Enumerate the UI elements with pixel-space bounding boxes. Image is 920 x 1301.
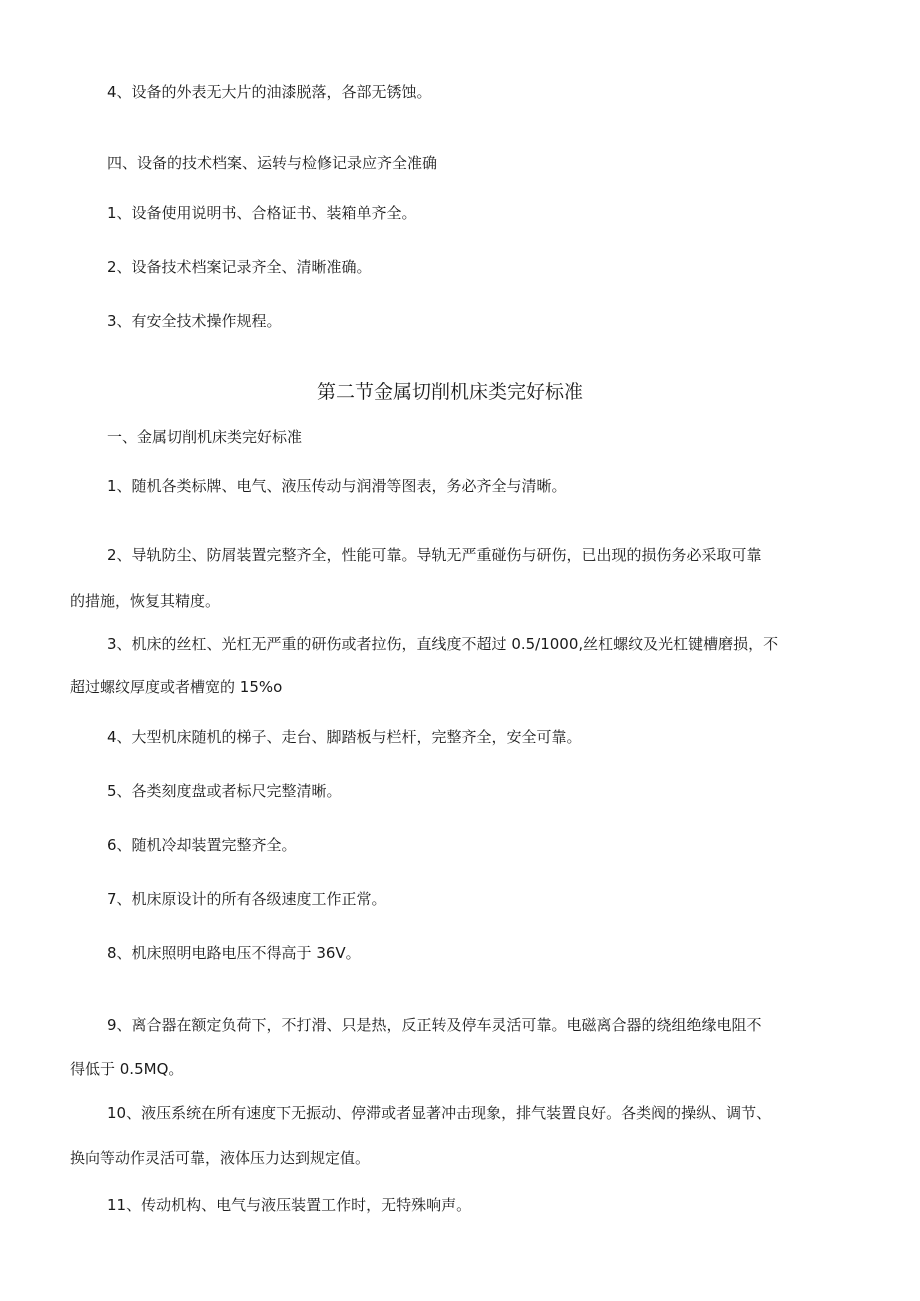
section-title: 第二节金属切削机床类完好标准	[317, 381, 584, 403]
item-2-technical-records: 2、设备技术档案记录齐全、清晰准确。	[107, 258, 372, 276]
item-8-lighting-voltage: 8、机床照明电路电压不得高于 36V。	[107, 944, 361, 962]
item-10-hydraulic-line2: 换向等动作灵活可靠，液体压力达到规定值。	[70, 1149, 371, 1167]
item-3-leadscrew-line2: 超过螺纹厚度或者槽宽的 15%o	[70, 678, 283, 696]
item-3-safety-procedures: 3、有安全技术操作规程。	[107, 312, 282, 330]
item-11-noise: 11、传动机构、电气与液压装置工作时，无特殊响声。	[107, 1196, 472, 1214]
item-7-speeds: 7、机床原设计的所有各级速度工作正常。	[107, 890, 387, 908]
item-5-dials-scales: 5、各类刻度盘或者标尺完整清晰。	[107, 782, 342, 800]
item-3-leadscrew-line1: 3、机床的丝杠、光杠无严重的研伤或者拉伤，直线度不超过 0.5/1000,丝杠螺纹及光杠键槽磨损，不	[107, 635, 779, 653]
item-9-clutch-line1: 9、离合器在额定负荷下，不打滑、只是热，反正转及停车灵活可靠。电磁离合器的绕组绝缘电阻不	[107, 1016, 762, 1034]
item-2-guideway-line1: 2、导轨防尘、防屑装置完整齐全，性能可靠。导轨无严重碰伤与研伤，已出现的损伤务必采取可靠	[107, 546, 762, 564]
item-4-ladders-platforms: 4、大型机床随机的梯子、走台、脚踏板与栏杆，完整齐全，安全可靠。	[107, 728, 582, 746]
item-10-hydraulic-line1: 10、液压系统在所有速度下无振动、停滞或者显著冲击现象，排气装置良好。各类阀的操纵、调节、	[107, 1104, 772, 1122]
item-4-surface-paint: 4、设备的外表无大片的油漆脱落，各部无锈蚀。	[107, 83, 432, 101]
item-9-clutch-line2: 得低于 0.5MQ。	[70, 1060, 184, 1078]
item-6-cooling-device: 6、随机冷却装置完整齐全。	[107, 836, 297, 854]
item-2-guideway-line2: 的措施，恢复其精度。	[70, 592, 221, 610]
item-1-labels-charts: 1、随机各类标牌、电气、液压传动与润滑等图表，务必齐全与清晰。	[107, 477, 567, 495]
item-1-manuals: 1、设备使用说明书、合格证书、装箱单齐全。	[107, 204, 417, 222]
section-four-heading: 四、设备的技术档案、运转与检修记录应齐全准确	[107, 154, 438, 172]
subsection-one-heading: 一、金属切削机床类完好标准	[107, 428, 303, 446]
